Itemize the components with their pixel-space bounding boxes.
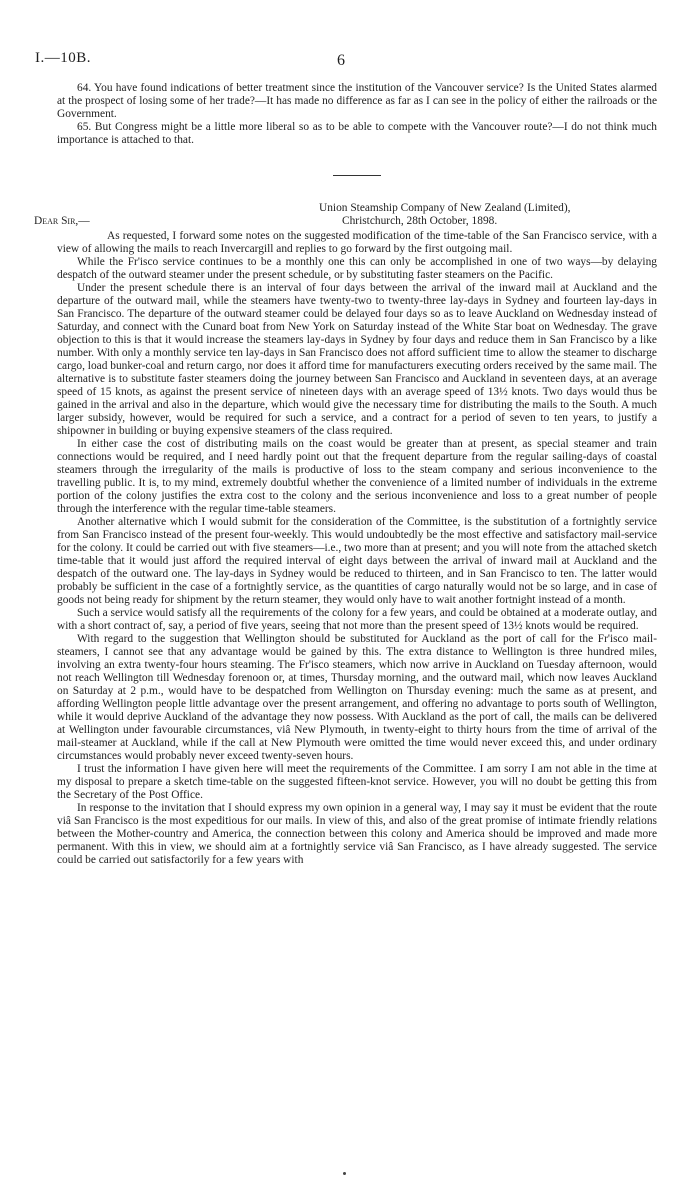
letter-paragraph: As requested, I forward some notes on the suggested modification of the time-table of the San Francisco service, with a view of allowing the mails to reach Invercargill and replies to go forward by the first outgoing mail.: [57, 230, 657, 255]
question-paragraph: 65. But Congress might be a little more liberal so as to be able to compete with the Vancouver route?—I do not think much importance is attached to that.: [57, 121, 657, 146]
letter-paragraph: While the Fr'isco service continues to be a monthly one this can only be accomplished in one of two ways—by delaying despatch of the outward steamer under the present schedule, or by substituting faster steamers on the Pacific.: [57, 256, 657, 281]
letter-paragraph: In either case the cost of distributing mails on the coast would be greater than at present, as special steamer and train connections would be required, and I need hardly point out that the frequent departure from the regular sailing-days of coastal steamers through the irregularity of the mails is productive of loss to the steam company and serious inconvenience to the travelling public. It is, to my mind, extremely doubtful whether the convenience of a limited number of individuals in the extreme portion of the colony justifies the extra cost to the colony and the serious inconvenience and loss to a great number of people through the interference with the regular time-table steamers.: [57, 438, 657, 515]
letter-salutation: Dear Sir,—: [34, 215, 90, 227]
letter-paragraph: In response to the invitation that I should express my own opinion in a general way, I may say it must be evident that the route viâ San Francisco is the most expeditious for our mails. In view of this, and also of the great promise of intimate friendly relations between the Mother-country and America, the connection between this colony and America should be improved and made more permanent. With this in view, we should aim at a fortnightly service viâ San Francisco, as I have already suggested. The service could be carried out satisfactorily for a few years with: [57, 802, 657, 866]
page-number: 6: [337, 52, 345, 69]
letter-paragraph: Under the present schedule there is an interval of four days between the arrival of the inward mail at Auckland and the departure of the outward mail, while the steamers have twenty-two to twenty-three lay-days in Sydney and fourteen lay-days in San Francisco. The departure of the outward steamer could be delayed four days so as to leave Auckland on Wednesday instead of Saturday, and connect with the Cunard boat from New York on Saturday instead of the White Star boat on Wednesday. The grave objection to this is that it would increase the steamers lay-days in Sydney by four days and reduce them in San Francisco by a like number. With only a monthly service ten lay-days in San Francisco does not afford sufficient time to allow the steamer to discharge cargo, load bunker-coal and return cargo, nor does it afford time for manufacturers executing orders received by the same mail. The alternative is to substitute faster steamers doing the journey between San Francisco and Auckland in seventeen days, at an average speed of 15 knots, as against the present service of nineteen days with an average speed of 13½ knots. Two days would thus be gained in the arrival and also in the departure, which would give the necessary time for distributing the mails to the South. A much larger subsidy, however, would be required for such a service, and a contract for a period of seven to ten years, to justify a shipowner in building or buying expensive steamers of the class required.: [57, 282, 657, 437]
document-body: [34, 82, 657, 867]
letter-paragraph: Another alternative which I would submit for the consideration of the Committee, is the substitution of a fortnightly service from San Francisco instead of the present four-weekly. This would undoubtedly be the most effective and satisfactory mail-service for the colony. It could be carried out with five steamers—i.e., two more than at present; and you will note from the attached sketch time-table that it would just afford the required interval of eight days between the arrival of inward mail at Auckland and the despatch of the outward one. The lay-days in Sydney would be reduced to thirteen, and in San Francisco to ten. The latter would probably be sufficient in the case of a fortnightly service, as the quantities of cargo naturally would not be so large, and in case of goods not being ready for shipment by the return steamer, they would only have to wait another fortnight instead of a month.: [57, 516, 657, 606]
letter-address-line-2: Christchurch, 28th October, 1898.: [342, 215, 498, 227]
section-divider: [333, 175, 381, 176]
letter-paragraph: With regard to the suggestion that Wellington should be substituted for Auckland as the port of call for the Fr'isco mail-steamers, I cannot see that any advantage would be gained by this. The extra distance to Wellington is three hundred miles, involving an extra twenty-four hours steaming. The Fr'isco steamers, which now arrive in Auckland on Tuesday afternoon, would not reach Wellington till Wednesday forenoon or, at times, Thursday morning, and the outward mail, which now leaves Auckland on Saturday at 2 p.m., would have to be despatched from Wellington on Thursday evening: much the same as at present, and affording Wellington people little advantage over the present arrangement, and offering no advantage to ports south of Wellington, while it would deprive Auckland of the advantage they now possess. With Auckland as the port of call, the mails can be delivered at Wellington under favourable circumstances, viâ New Plymouth, in twenty-eight to thirty hours from the time of arrival of the mail-steamer at Auckland, while if the call at New Plymouth were omitted the time would never exceed this, and under ordinary circumstances would probably never exceed twenty-seven hours.: [57, 633, 657, 762]
page-header-left: I.—10B.: [35, 50, 91, 66]
question-paragraph: 64. You have found indications of better treatment since the institution of the Vancouver service? Is the United States alarmed at the prospect of losing some of her trade?—It has made no difference as far as I can see in the policy of either the railroads or the Government.: [57, 82, 657, 120]
letter-address-line-1: Union Steamship Company of New Zealand (Limited),: [319, 202, 571, 214]
letter: [34, 202, 657, 867]
letter-paragraph: Such a service would satisfy all the requirements of the colony for a few years, and could be obtained at a moderate outlay, and with a short contract of, say, a period of five years, seeing that not more than the present speed of 13½ knots would be required.: [57, 607, 657, 632]
letter-heading: [34, 202, 657, 230]
page-dot: [343, 1172, 346, 1175]
letter-paragraph: I trust the information I have given here will meet the requirements of the Committee. I am sorry I am not able in the time at my disposal to prepare a sketch time-table on the suggested fifteen-knot service. However, you will no doubt be getting this from the Secretary of the Post Office.: [57, 763, 657, 801]
